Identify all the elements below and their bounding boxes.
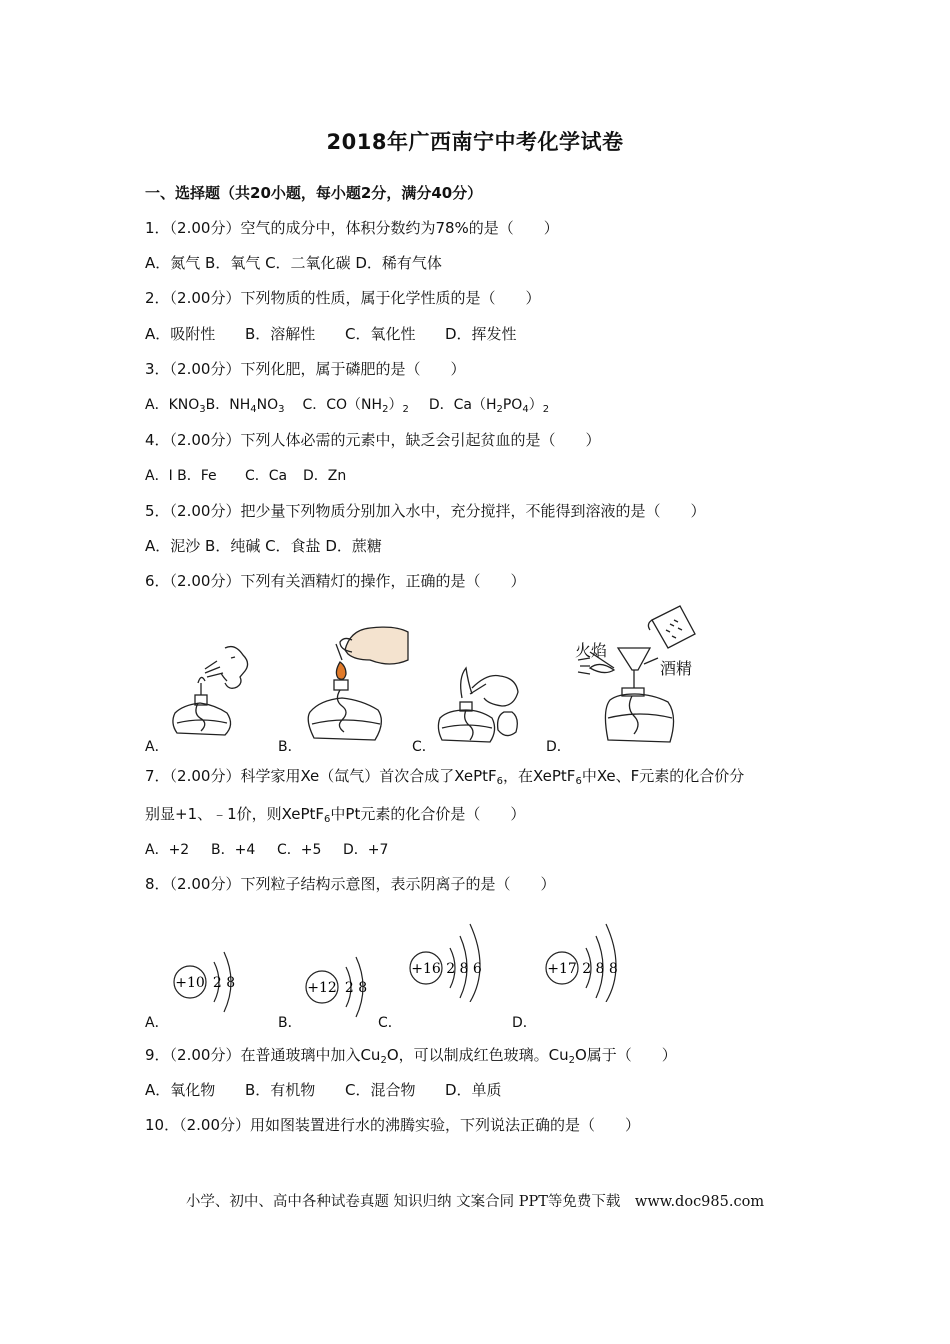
q8-nucleus-b: +12 [307,980,337,996]
q8-nucleus-d: +17 [547,961,577,977]
q3-option-d: D．$Ca(H_2PO_4)_2$ [428,397,550,415]
q2-option-a: A．吸附性 [145,325,216,343]
q9-option-c: C．混合物 [345,1081,416,1099]
page-footer: 小学、初中、高中各种试卷真题 知识归纳 文案合同 PPT等免费下载 www.doc985.com [185,1194,765,1210]
q6-label-a: A． [145,739,169,755]
q5-options: A．泥沙 B．纯碱 C．食盐 D．蔗糖 [145,537,382,555]
q8-label-c: C． [378,1015,402,1031]
q8-label-a: A． [145,1015,169,1031]
q2-option-c: C．氧化性 [345,325,416,343]
q4-stem: 4．（2.00分）下列人体必需的元素中，缺乏会引起贫血的是（ ） [145,431,601,449]
q7-stem-line2: 别显+1、﹣1价，则XePtF$_6$中Pt元素的化合价是（ ） [145,805,526,825]
page-title: 2018年广西南宁中考化学试卷 [326,130,624,154]
q3-options [145,395,549,420]
q1-options: A．氮气 B．氧气 C．二氧化碳 D．稀有气体 [145,254,442,272]
q8-electrons-b: 2 8 [344,980,368,996]
q8-label-d: D． [512,1015,537,1031]
q8-electrons-c: 2 8 6 [446,961,482,977]
q2-option-b: B．溶解性 [245,325,316,343]
q7-option-c: C．+5 [277,842,322,858]
q10-stem: 10．（2.00分）用如图装置进行水的沸腾实验，下列说法正确的是（ ） [145,1116,640,1134]
q6-flame-label: 火焰 [575,641,608,660]
q6-label-d: D． [546,739,571,755]
q6-alcohol-label: 酒精 [660,659,693,678]
q8-atom-a [170,940,250,1015]
q7-options [145,840,388,860]
section-heading: 一、选择题（共20小题，每小题2分，满分40分） [145,184,483,202]
q4-option-ab: A．I B．Fe [145,468,217,484]
q4-option-c: C．Ca [245,468,288,484]
q6-figure-b-match [300,620,410,748]
q6-stem: 6．（2.00分）下列有关酒精灯的操作，正确的是（ ） [145,572,526,590]
q8-label-b: B． [278,1015,302,1031]
q6-label-b: B． [278,739,302,755]
q6-label-c: C． [412,739,436,755]
q4-option-d: D．Zn [303,468,347,484]
q8-electrons-d: 2 8 8 [582,961,618,977]
q3-option-b: B．$NH_4NO_3$ [205,397,285,415]
q2-options [145,324,517,344]
q9-option-b: B．有机物 [245,1081,316,1099]
q9-option-d: D．单质 [445,1081,502,1099]
q9-option-a: A．氧化物 [145,1081,216,1099]
q5-stem: 5．（2.00分）把少量下列物质分别加入水中，充分搅拌，不能得到溶液的是（ ） [145,502,706,520]
q2-stem: 2．（2.00分）下列物质的性质，属于化学性质的是（ ） [145,289,541,307]
q8-nucleus-a: +10 [175,975,205,991]
q7-stem-line1: 7．（2.00分）科学家用Xe（氙气）首次合成了XePtF$_6$，在XePtF$_6$中Xe、F元素的化合价分 [145,767,745,787]
q8-electrons-a: 2 8 [212,975,236,991]
q7-option-a: A．+2 [145,842,190,858]
q8-atom-c [402,912,502,1002]
q7-option-b: B．+4 [211,842,256,858]
q4-options [145,466,346,486]
q8-atom-d [538,912,638,1002]
q7-option-d: D．+7 [343,842,389,858]
q9-stem: 9．（2.00分）在普通玻璃中加入$Cu_2O$，可以制成红色玻璃。$Cu_2O$属于（ ） [145,1046,677,1066]
q6-figure-c-lamp-to-lamp [432,648,527,748]
q3-stem: 3．（2.00分）下列化肥，属于磷肥的是（ ） [145,360,466,378]
q8-stem: 8．（2.00分）下列粒子结构示意图，表示阴离子的是（ ） [145,875,556,893]
q1-stem: 1．（2.00分）空气的成分中，体积分数约为78%的是（ ） [145,219,559,237]
q8-nucleus-c: +16 [411,961,441,977]
q6-figure-a-blowing [165,643,255,748]
q3-option-a: A．$KNO_3$ [145,397,206,415]
q2-option-d: D．挥发性 [445,325,517,343]
q8-atom-b [300,945,385,1020]
q3-option-c: C．$CO(NH_2)_2$ [302,397,409,415]
q9-options [145,1080,502,1100]
